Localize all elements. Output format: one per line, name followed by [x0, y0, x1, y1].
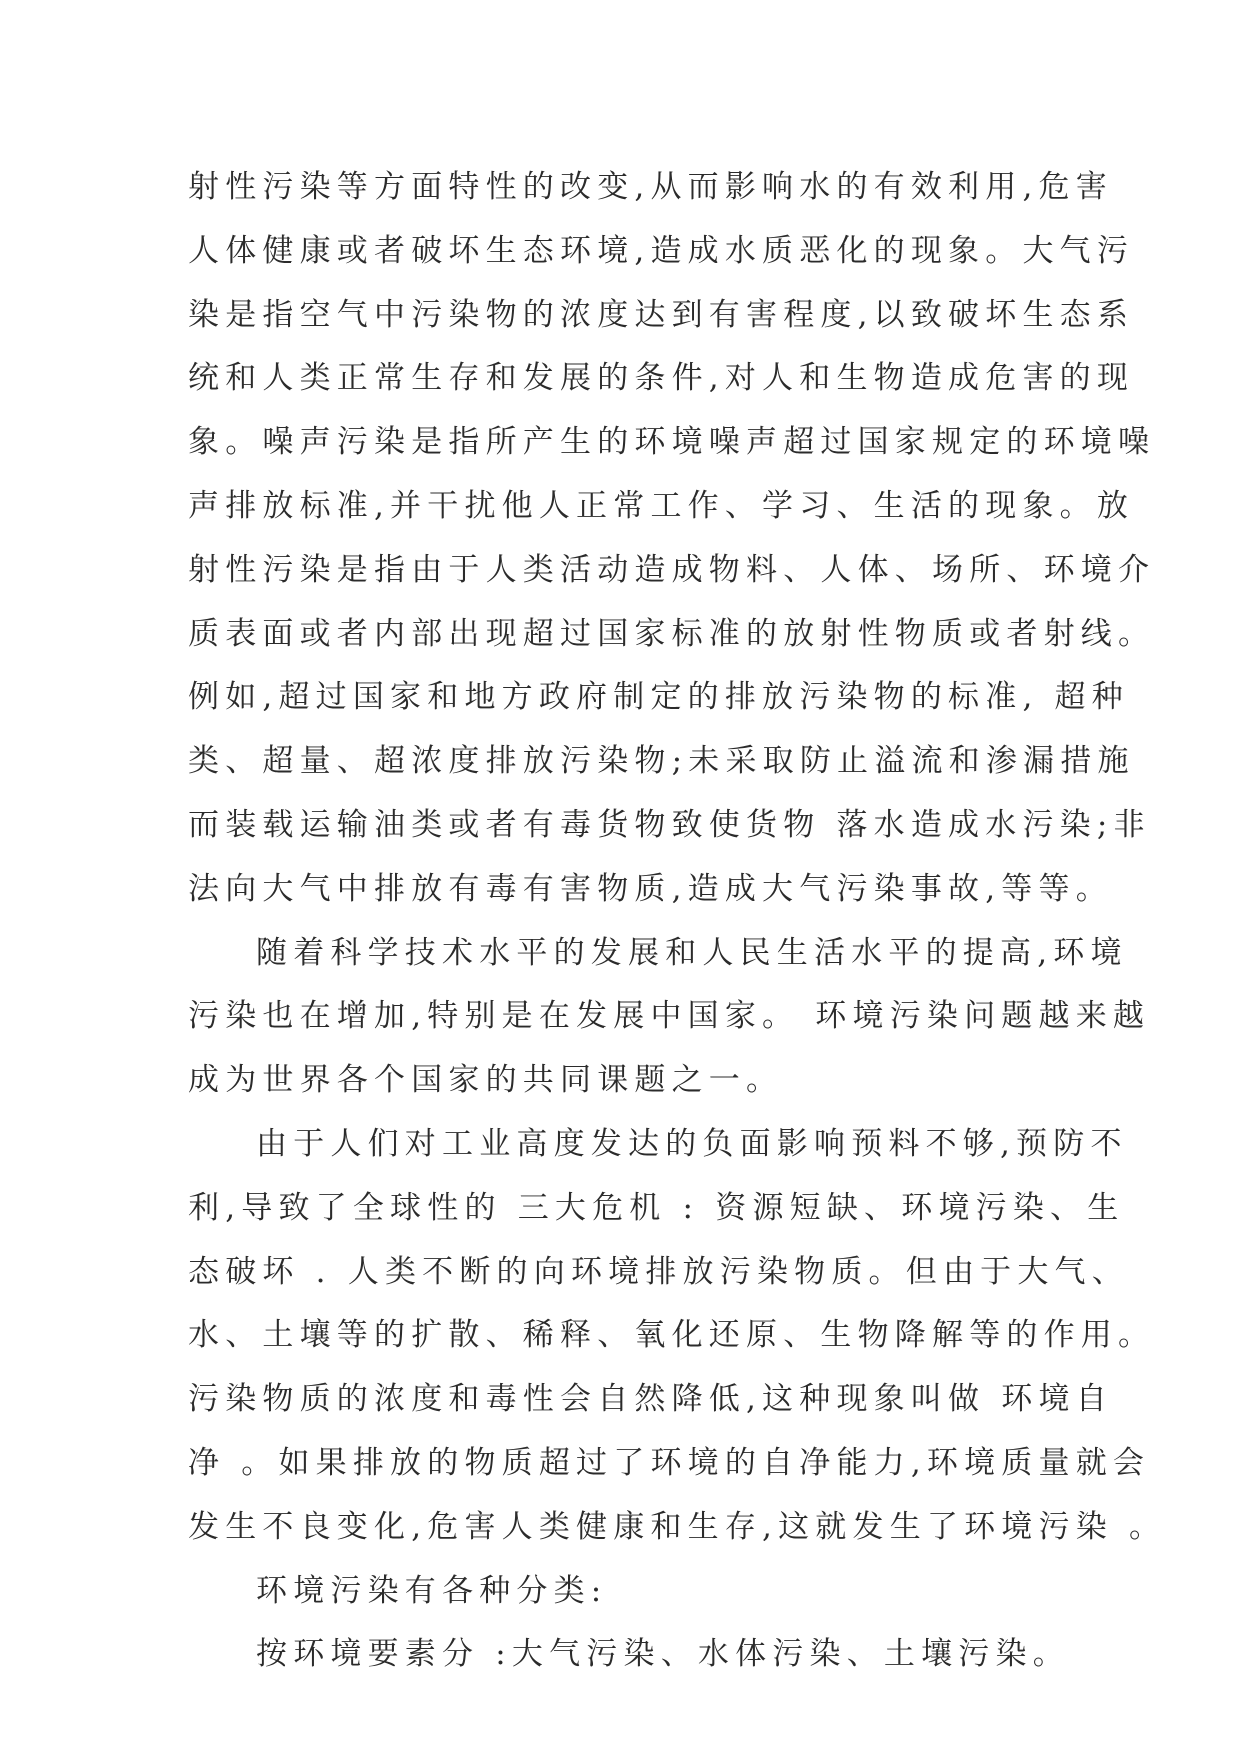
text-line: 例如,超过国家和地方政府制定的排放污染物的标准, 超种 [188, 679, 1129, 716]
text-line: 射性污染等方面特性的改变,从而影响水的有效利用,危害 [188, 169, 1113, 205]
text-line: 利,导致了全球性的 三大危机 : 资源短缺、环境污染、生 [188, 1189, 1125, 1226]
text-line: 而装载运输油类或者有毒货物致使货物 落水造成水污染;非 [188, 806, 1151, 843]
text-line: 污染物质的浓度和毒性会自然降低,这种现象叫做 环境自 [188, 1381, 1113, 1418]
paragraph-first-line: 环境污染有各种分类: [256, 1572, 608, 1609]
body-text [188, 156, 1167, 1687]
text-line: 象。噪声污染是指所产生的环境噪声超过国家规定的环境噪 [188, 424, 1156, 461]
text-line: 质表面或者内部出现超过国家标准的放射性物质或者射线。 [188, 615, 1156, 652]
text-line: 成为世界各个国家的共同课题之一。 [188, 1062, 784, 1099]
paragraph-first-line: 按环境要素分 :大气污染、水体污染、土壤污染。 [256, 1636, 1070, 1673]
text-line: 发生不良变化,危害人类健康和生存,这就发生了环境污染 。 [188, 1508, 1167, 1545]
text-line: 净 。如果排放的物质超过了环境的自净能力,环境质量就会 [188, 1444, 1151, 1481]
text-line: 统和人类正常生存和发展的条件,对人和生物造成危害的现 [188, 360, 1135, 397]
text-line: 态破坏 . 人类不断的向环境排放污染物质。但由于大气、 [188, 1253, 1129, 1290]
paragraph-first-line: 随着科学技术水平的发展和人民生活水平的提高,环境 [256, 934, 1128, 971]
text-line: 水、土壤等的扩散、稀释、氧化还原、生物降解等的作用。 [188, 1317, 1156, 1354]
text-line: 污染也在增加,特别是在发展中国家。 环境污染问题越来越 [188, 998, 1151, 1035]
text-line: 染是指空气中污染物的浓度达到有害程度,以致破坏生态系 [188, 296, 1135, 333]
text-line: 射性污染是指由于人类活动造成物料、人体、场所、环境介 [188, 551, 1156, 588]
text-line: 声排放标准,并干扰他人正常工作、学习、生活的现象。放 [188, 487, 1135, 524]
text-line: 法向大气中排放有毒有害物质,造成大气污染事故,等等。 [188, 870, 1113, 907]
paragraph-first-line: 由于人们对工业高度发达的负面影响预料不够,预防不 [256, 1125, 1128, 1162]
text-line: 类、超量、超浓度排放污染物;未采取防止溢流和渗漏措施 [188, 743, 1135, 780]
text-line: 人体健康或者破坏生态环境,造成水质恶化的现象。大气污 [188, 232, 1135, 269]
